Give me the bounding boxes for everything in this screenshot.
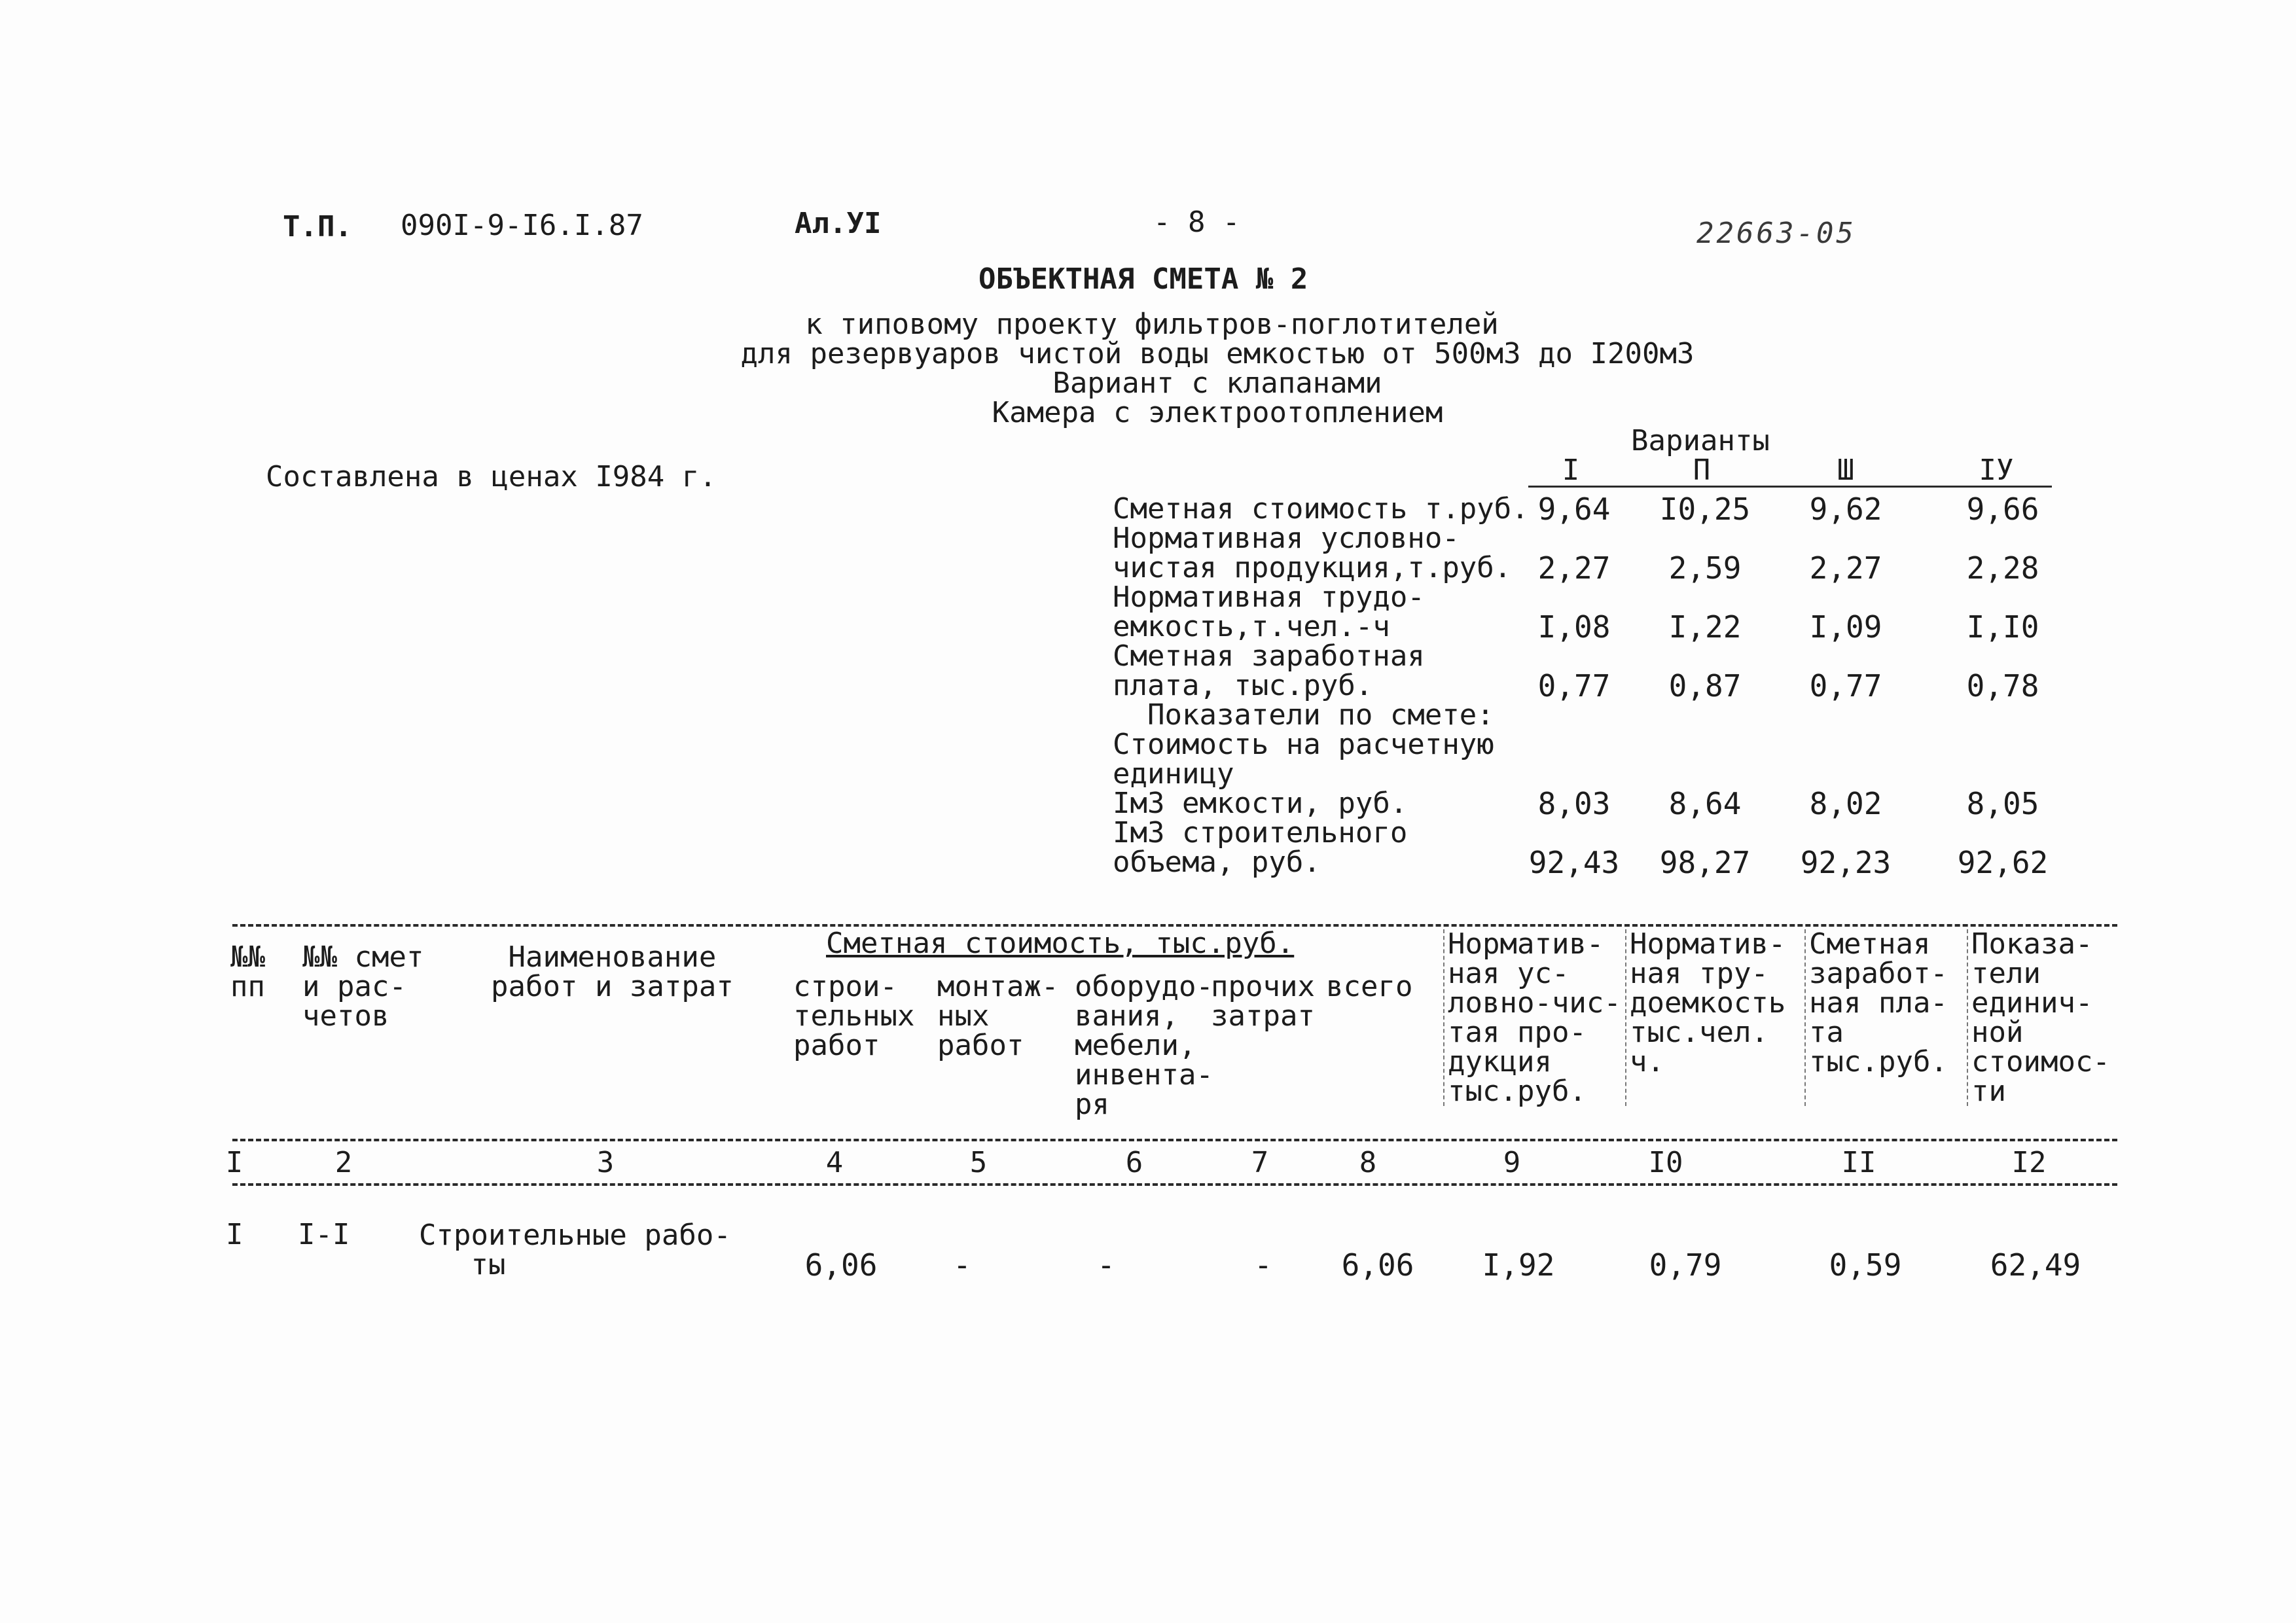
variant-value: 0,78 [1966,668,2039,704]
table-cell-c6: - [1097,1247,1115,1283]
col-header-2: №№ смет и рас- четов [302,940,424,1033]
variant-value: 8,64 [1668,786,1742,821]
prices-note: Составлена в ценах I984 г. [266,460,717,493]
code-prefix: Т.П. [283,210,352,243]
variant-value: 9,66 [1966,491,2039,527]
variant-value: 92,23 [1800,845,1892,880]
variant-value: 92,43 [1528,845,1620,880]
col-divider-9 [1443,929,1444,1106]
cost-group-header: Сметная стоимость, тыс.руб. [826,927,1295,960]
col-header-5: монтаж- ных работ [937,970,1059,1062]
column-number: II [1841,1146,1876,1179]
col-header-8: всего [1326,970,1413,1003]
page-number: - 8 - [1153,205,1240,239]
table-cell-c8: 6,06 [1341,1247,1414,1283]
variant-value: I0,25 [1659,491,1751,527]
variant-value: 2,59 [1668,550,1742,586]
col-header-1: №№ пп [230,940,265,1003]
title-line-2: для резервуаров чистой воды емкостью от 500м3 до I200м3 [740,337,1695,370]
variant-label-4: IУ [1979,454,2014,487]
variant-value: I,I0 [1966,609,2039,645]
variant-value: 2,27 [1809,550,1882,586]
variant-value: 0,87 [1668,668,1742,704]
variant-row-label: Показатели по смете: Стоимость на расчетную единицу Iм3 емкости, руб. [1113,698,1494,820]
variant-value: 8,05 [1966,786,2039,821]
col-divider-10 [1625,929,1626,1106]
col-header-7: прочих затрат [1211,970,1315,1033]
numbers-bottom-rule [232,1183,2117,1186]
variant-row-label: Сметная заработная плата, тыс.руб. [1113,639,1425,702]
col-header-3: Наименование работ и затрат [491,940,734,1003]
table-cell-c10: 0,79 [1649,1247,1722,1283]
column-number: 6 [1125,1146,1143,1179]
variant-row-label: Сметная стоимость т.руб. [1113,492,1529,526]
table-cell-c12: 62,49 [1990,1247,2081,1283]
column-number: I2 [2011,1146,2047,1179]
table-cell-smeta: I-I [298,1218,350,1251]
variant-label-3: Ш [1837,454,1855,487]
variant-value: 8,03 [1537,786,1611,821]
variants-heading: Варианты [1631,424,1770,457]
variant-value: I,09 [1809,609,1882,645]
project-code: 090I-9-I6.I.87 [401,209,643,242]
column-number: I [225,1146,243,1179]
col-divider-11 [1804,929,1806,1106]
column-number: 3 [596,1146,615,1179]
numbers-top-rule [232,1139,2117,1141]
variant-row-label: Iм3 строительного объема, руб. [1113,816,1408,879]
variant-value: I,22 [1668,609,1742,645]
column-number: 4 [825,1146,844,1179]
variant-value: 98,27 [1659,845,1751,880]
variant-label-2: П [1693,454,1711,487]
variant-value: 2,27 [1537,550,1611,586]
col-header-11: Сметная заработ- ная пла- та тыс.руб. [1809,927,1948,1079]
col-header-12: Показа- тели единич- ной стоимос- ти [1971,927,2110,1108]
variant-label-1: I [1562,454,1580,487]
document-title: ОБЪЕКТНАЯ СМЕТА № 2 [978,262,1308,296]
variant-row-label: Нормативная трудо- емкость,т.чел.-ч [1113,580,1425,643]
column-number: 2 [334,1146,353,1179]
variant-value: 2,28 [1966,550,2039,586]
variant-row-label: Нормативная условно- чистая продукция,т.руб. [1113,522,1512,584]
table-cell-c5: - [953,1247,971,1283]
col-header-4: строи- тельных работ [793,970,915,1062]
variant-value: 0,77 [1537,668,1611,704]
table-cell-c9: I,92 [1482,1247,1555,1283]
variants-underline [1528,486,2052,488]
variant-value: 9,62 [1809,491,1882,527]
column-number: 9 [1503,1146,1521,1179]
table-cell-c11: 0,59 [1829,1247,1902,1283]
column-number: 7 [1251,1146,1269,1179]
variant-value: 0,77 [1809,668,1882,704]
archive-stamp: 22663-05 [1696,217,1856,250]
col-header-6: оборудо- вания, мебели, инвента- ря [1075,970,1213,1121]
table-cell-c4: 6,06 [804,1247,878,1283]
variant-value: I,08 [1537,609,1611,645]
column-number: 5 [969,1146,988,1179]
album-number: Ал.УI [795,207,882,240]
title-line-4: Камера с электроотоплением [992,396,1443,429]
column-number: I0 [1648,1146,1683,1179]
title-line-3: Вариант с клапанами [1052,366,1382,400]
column-number: 8 [1359,1146,1377,1179]
variant-value: 9,64 [1537,491,1611,527]
col-header-9: Норматив- ная ус- ловно-чис- тая про- дукция тыс.руб. [1448,927,1621,1108]
col-header-10: Норматив- ная тру- доемкость тыс.чел. ч. [1630,927,1786,1079]
table-cell-c7: - [1254,1247,1272,1283]
variant-value: 92,62 [1957,845,2049,880]
col-divider-12 [1967,929,1968,1106]
variant-value: 8,02 [1809,786,1882,821]
table-cell-no: I [226,1218,243,1251]
table-cell-name: Строительные рабо- ты [419,1219,731,1281]
title-line-1: к типовому проекту фильтров-поглотителей [805,308,1499,341]
